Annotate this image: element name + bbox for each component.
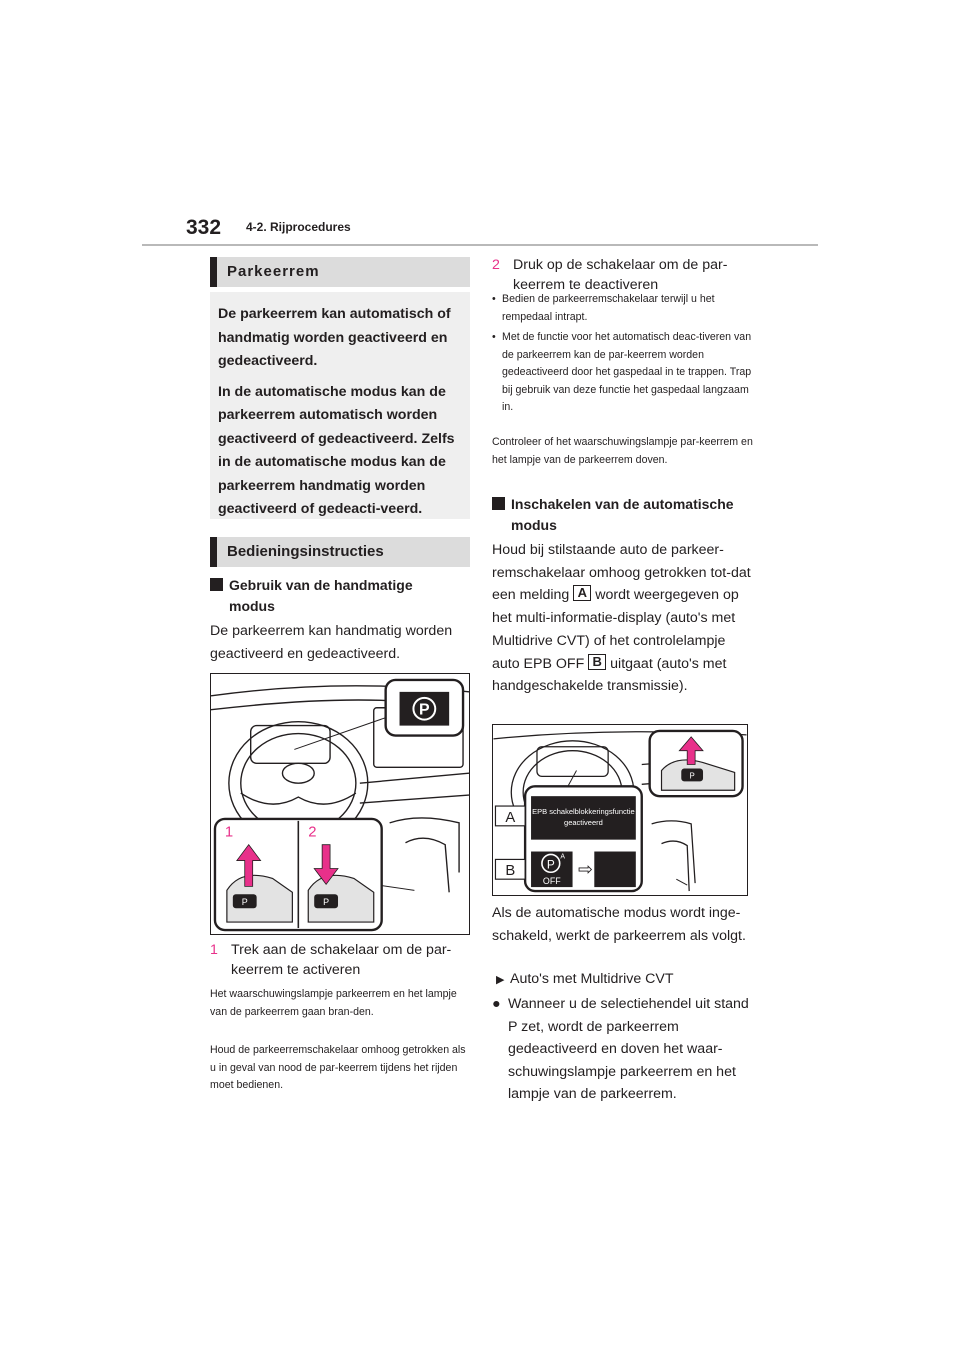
arrow-right-icon: ⇨ <box>577 859 593 881</box>
section-title: 4-2. Rijprocedures <box>246 220 351 234</box>
illus-label-1: 1 <box>224 824 234 841</box>
bullet-list <box>492 291 754 420</box>
parking-brake-icon-letter: P <box>419 701 430 719</box>
illus-label-a: A <box>505 809 516 826</box>
message-line-2: geactiveerd <box>564 817 603 827</box>
subheading-manual-line1: Gebruik van de handmatige <box>229 577 413 593</box>
note-check-lights: Controleer of het waarschuwingslampje par-keerrem en het lampje van de parkeerrem doven. <box>492 436 753 466</box>
label-b-box: B <box>588 654 606 670</box>
epb-icon-off: OFF <box>542 876 561 887</box>
note-emergency-use: Houd de parkeerremschakelaar omhoog getrokken als u in geval van nood de par-keerrem tijdens het rijden moet bedienen. <box>210 1044 466 1091</box>
note-warning-light-on: Het waarschuwingslampje parkeerrem en het lampje van de parkeerrem gaan bran-den. <box>210 988 457 1018</box>
intro-paragraph-2: In de automatische modus kan de parkeerrem automatisch worden geactiveerd of gedeactiveerd. Zelfs in de automatische modus kan de parkeerrem handmatig worden geactiveerd of gedeacti-veerd. <box>218 383 455 517</box>
step-2-text: Druk op de schakelaar om de par-keerrem te deactiveren <box>513 257 728 293</box>
intro-paragraph-1: De parkeerrem kan automatisch of handmatig worden geactiveerd en gedeactiveerd. <box>218 306 451 369</box>
auto-mode-text-1: Houd bij stilstaande auto de parkeer-remschakelaar omhoog getrokken tot-dat een melding <box>492 542 751 604</box>
item-multidrive <box>496 968 758 990</box>
square-bullet-icon <box>492 497 505 510</box>
auto-mode-text-2: wordt weergegeven op het multi-informatie-display (auto's met Multidrive CVT) of het controlelampje auto EPB OFF <box>492 587 739 672</box>
subheading-auto-mode <box>492 494 754 536</box>
subheading-manual-mode <box>210 575 470 617</box>
dashboard-illustration-2 <box>493 725 747 895</box>
message-line-1: EPB schakelblokkeringsfunctie <box>532 806 635 816</box>
illustration-manual-mode <box>210 673 470 935</box>
epb-icon-sup: A <box>560 853 565 861</box>
item-selector-lever-text: Wanneer u de selectiehendel uit stand P zet, wordt de parkeerrem gedeactiveerd en doven het waar-schuwingslampje parkeerrem en het lampje van de parkeerrem. <box>508 996 749 1102</box>
banner-parkeerrem: Parkeerrem <box>210 257 470 287</box>
illustration-auto-mode <box>492 724 748 896</box>
switch-letter-1: P <box>241 897 248 908</box>
item-multidrive-text: Auto's met Multidrive CVT <box>510 971 674 987</box>
page-number: 332 <box>186 216 222 239</box>
auto-mode-text-3: uitgaat (auto's met handgeschakelde transmissie). <box>492 655 727 695</box>
triangle-bullet-icon: ▶ <box>496 974 505 986</box>
indicator-off-state <box>594 852 636 888</box>
step-1 <box>210 940 472 980</box>
auto-mode-effect: Als de automatische modus wordt inge-schakeld, werkt de parkeerrem als volgt. <box>492 905 746 944</box>
dot-bullet-icon: ● <box>492 996 501 1012</box>
switch-letter-3: P <box>689 771 695 781</box>
step-1-text: Trek aan de schakelaar om de par-keerrem te activeren <box>231 942 452 978</box>
bullet-item-2: • Met de functie voor het automatisch deac-tiveren van de parkeerrem kan de par-keerrem worden gedeactiveerd door het gaspedaal in te trappen. Trap bij gebruik van deze functie het gaspedaal langzaam in. <box>492 329 754 417</box>
dashboard-illustration-1 <box>211 674 469 934</box>
step-1-number: 1 <box>210 942 218 958</box>
bullet-item-1: • Bedien de parkeerremschakelaar terwijl u het rempedaal intrapt. <box>492 291 754 326</box>
subheading-manual-line2: modus <box>229 598 275 614</box>
illus-label-b: B <box>505 863 516 880</box>
subheading-auto-line2: modus <box>511 517 557 533</box>
label-a-box: A <box>573 585 591 601</box>
epb-icon-letter: P <box>546 857 555 872</box>
item-selector-lever <box>492 993 754 1106</box>
square-bullet-icon <box>210 578 223 591</box>
banner-bedieningsinstructies: Bedieningsinstructies <box>210 537 470 567</box>
subheading-auto-line1: Inschakelen van de automatische <box>511 496 734 512</box>
header-rule <box>142 244 818 246</box>
switch-letter-2: P <box>323 897 330 908</box>
manual-mode-description: De parkeerrem kan handmatig worden geactiveerd en gedeactiveerd. <box>210 623 453 662</box>
step-2-number: 2 <box>492 257 500 273</box>
step-2 <box>492 255 754 295</box>
intro-box <box>210 292 470 519</box>
auto-mode-description <box>492 539 754 698</box>
illus-label-2: 2 <box>308 824 317 841</box>
